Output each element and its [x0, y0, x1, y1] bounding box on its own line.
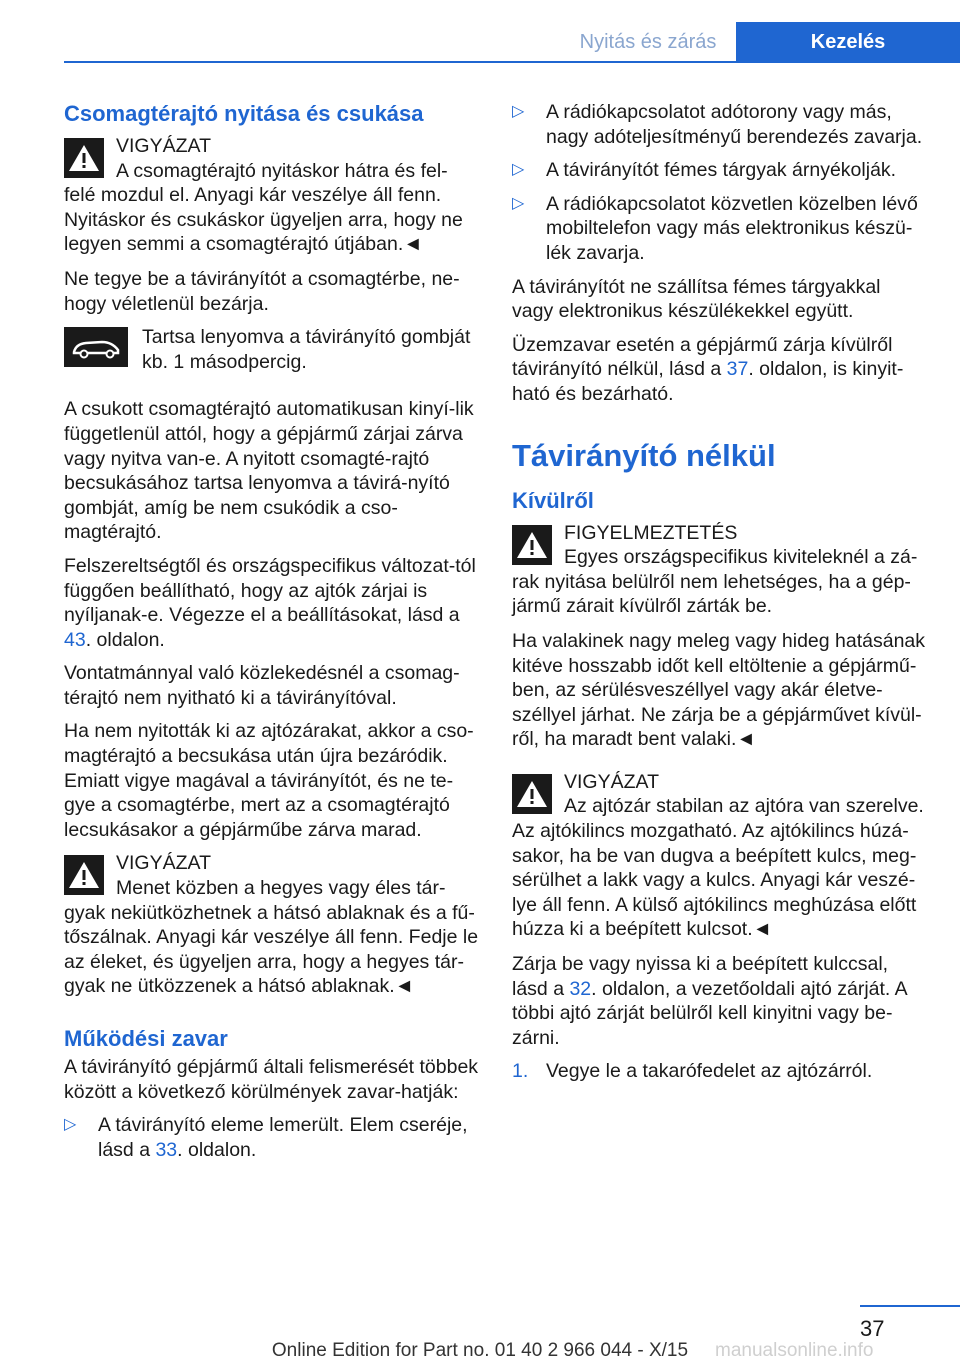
- list-item: [512, 1059, 927, 1084]
- warning-box-1: [64, 134, 479, 257]
- page-link-32[interactable]: 32: [569, 977, 592, 1000]
- paragraph: Ha valakinek nagy meleg vagy hideg hatásának kitéve hosszabb időt kell eltöltenie a gépjármű-ben, az sérülésveszéllyel vagy akár életve-széllyel járhat. Ne zárja be a gépjárművet kívül-ről, ha maradt bent valaki.◄: [512, 629, 926, 751]
- list-item: [64, 1113, 479, 1162]
- paragraph: Ne tegye be a távirányítót a csomagtérbe, ne-hogy véletlenül bezárja.: [64, 267, 460, 315]
- warning-title: VIGYÁZAT: [564, 770, 659, 793]
- step-number: 1.: [512, 1060, 529, 1083]
- car-trunk-icon: [64, 327, 128, 367]
- list-item: [512, 192, 927, 266]
- paragraph: A csukott csomagtérajtó automatikusan kinyí-lik függetlenül attól, hogy a gépjármű zárjai zárva vagy nyitva van-e. A nyitott csomagté-rajtó becsukásához tartsa lenyomva a távirá-nyító gombját, amíg be nem csukódik a cso-magtérajtó.: [64, 398, 474, 544]
- page-link-37[interactable]: 37: [726, 358, 749, 381]
- warning-title: VIGYÁZAT: [116, 135, 211, 157]
- watermark: manualsonline.info: [715, 1340, 874, 1361]
- header-section-tab[interactable]: Nyitás és zárás: [579, 31, 717, 53]
- text: A rádiókapcsolatot közvetlen közelben lévő mobiltelefon vagy más elektronikus készü-lék zavarja.: [546, 192, 918, 264]
- heading-fault: Működési zavar: [64, 1026, 228, 1051]
- paragraph: A távirányító gépjármű általi felismerését többek között a következő körülmények zavar-hatják:: [64, 1056, 479, 1103]
- header-chapter-tab[interactable]: Kezelés: [736, 22, 960, 62]
- page-number: 37: [860, 1316, 885, 1341]
- text: . oldalon.: [85, 628, 165, 651]
- text: Zárja be vagy nyissa ki a beépített kulccsal, lásd a: [512, 953, 889, 1000]
- warning-text: Egyes országspecifikus kiviteleknél a zá-rak nyitása belülről nem lehetséges, ha a gép-jármű zárait kívülről zárták be.: [512, 546, 918, 618]
- remote-instruction: [64, 325, 479, 383]
- bullet-list: [512, 100, 927, 266]
- triangle-bullet-icon: ▷: [64, 1116, 77, 1134]
- list-item: [512, 100, 927, 149]
- remote-text: Tartsa lenyomva a távirányító gombját kb. 1 másodpercig.: [142, 326, 471, 373]
- text: . oldalon, is kinyit-ható és bezárható.: [512, 358, 904, 405]
- warning-box-3: [512, 521, 927, 619]
- warning-triangle-icon: [512, 774, 552, 814]
- warning-triangle-icon: [64, 138, 104, 178]
- page-link-33[interactable]: 33: [155, 1138, 178, 1161]
- warning-text: Menet közben a hegyes vagy éles tár-gyak nekiütközhetnek a hátsó ablaknak és a fű-tőszálnak. Anyagi kár veszélye áll fenn. Fedje le az éleket, és ügyeljen arra, hogy a hegyes tár-gyak ne ütközzenek a hátsó ablaknak.◄: [64, 877, 479, 998]
- numbered-list: [512, 1059, 927, 1084]
- list-item: [512, 158, 927, 183]
- heading-outside: Kívülről: [512, 487, 594, 513]
- paragraph: [512, 333, 927, 407]
- warning-title: VIGYÁZAT: [116, 852, 211, 875]
- paragraph: [512, 952, 927, 1050]
- heading-trunk: Csomagtérajtó nyitása és csukása: [64, 101, 424, 126]
- paragraph: [64, 554, 479, 652]
- warning-title: FIGYELMEZTETÉS: [564, 521, 738, 544]
- text: . oldalon, a vezetőoldali ajtó zárját. A többi ajtó zárját belülről kell kinyitni vagy be-zárni.: [512, 977, 907, 1049]
- triangle-bullet-icon: ▷: [512, 194, 525, 212]
- footer-rule: [860, 1305, 960, 1307]
- left-column: [64, 100, 479, 1171]
- paragraph: Ha nem nyitották ki az ajtózárakat, akkor a cso-magtérajtó a becsukása után újra bezáródik. Emiatt vigye magával a távirányítót, és ne te-gye a csomagtérbe, mert az a csomagtérajtó lecsukásakor a gépjárműbe zárva marad.: [64, 720, 474, 841]
- text: Vegye le a takarófedelet az ajtózárról.: [546, 1060, 873, 1083]
- warning-triangle-icon: [64, 855, 104, 895]
- header-rule: [64, 61, 960, 63]
- bullet-list: [64, 1113, 479, 1162]
- triangle-bullet-icon: ▷: [512, 103, 525, 120]
- text: A távirányítót fémes tárgyak árnyékolják.: [546, 159, 897, 182]
- text: Üzemzavar esetén a gépjármű zárja kívülről távirányító nélkül, lásd a: [512, 333, 893, 381]
- text: A távirányító eleme lemerült. Elem cseréje, lásd a: [98, 1114, 468, 1161]
- warning-box-4: [512, 770, 927, 942]
- warning-text: A csomagtérajtó nyitáskor hátra és fel-felé mozdul el. Anyagi kár veszélye áll fenn. Nyitáskor és csukáskor ügyeljen arra, hogy ne legyen semmi a csomagtérajtó útjában.◄: [64, 159, 463, 256]
- page-link-43[interactable]: 43: [64, 628, 86, 651]
- right-column: [512, 100, 927, 1093]
- page-header: [0, 0, 960, 62]
- text: Felszereltségtől és országspecifikus változat-tól függően beállítható, hogy az ajtók zárjai is nyíljanak-e. Végezze el a beállításokat, lásd a: [64, 554, 476, 627]
- triangle-bullet-icon: ▷: [512, 161, 525, 179]
- edition-note: Online Edition for Part no. 01 40 2 966 044 - X/15: [271, 1340, 689, 1361]
- paragraph: A távirányítót ne szállítsa fémes tárgyakkal vagy elektronikus készülékekkel együtt.: [512, 275, 881, 323]
- heading-without-remote: Távirányító nélkül: [512, 437, 776, 473]
- paragraph: Vontatmánnyal való közlekedésnél a csomag-térajtó nem nyitható ki a távirányítóval.: [64, 662, 460, 709]
- text: . oldalon.: [177, 1138, 257, 1161]
- warning-text: Az ajtózár stabilan az ajtóra van szerelve. Az ajtókilincs mozgatható. Az ajtókilincs húzá-sakor, ha be van dugva a beépített kulcs, meg-sérülhet a lakk vagy a kulcs. Anyagi kár veszé-lye áll fenn. A külső ajtókilincs meghúzása előtt húzza ki a beépített kulcsot.◄: [512, 795, 924, 941]
- warning-triangle-icon: [512, 525, 552, 565]
- warning-box-2: [64, 851, 479, 999]
- text: A rádiókapcsolatot adótorony vagy más, nagy adóteljesítményű berendezés zavarja.: [546, 101, 923, 148]
